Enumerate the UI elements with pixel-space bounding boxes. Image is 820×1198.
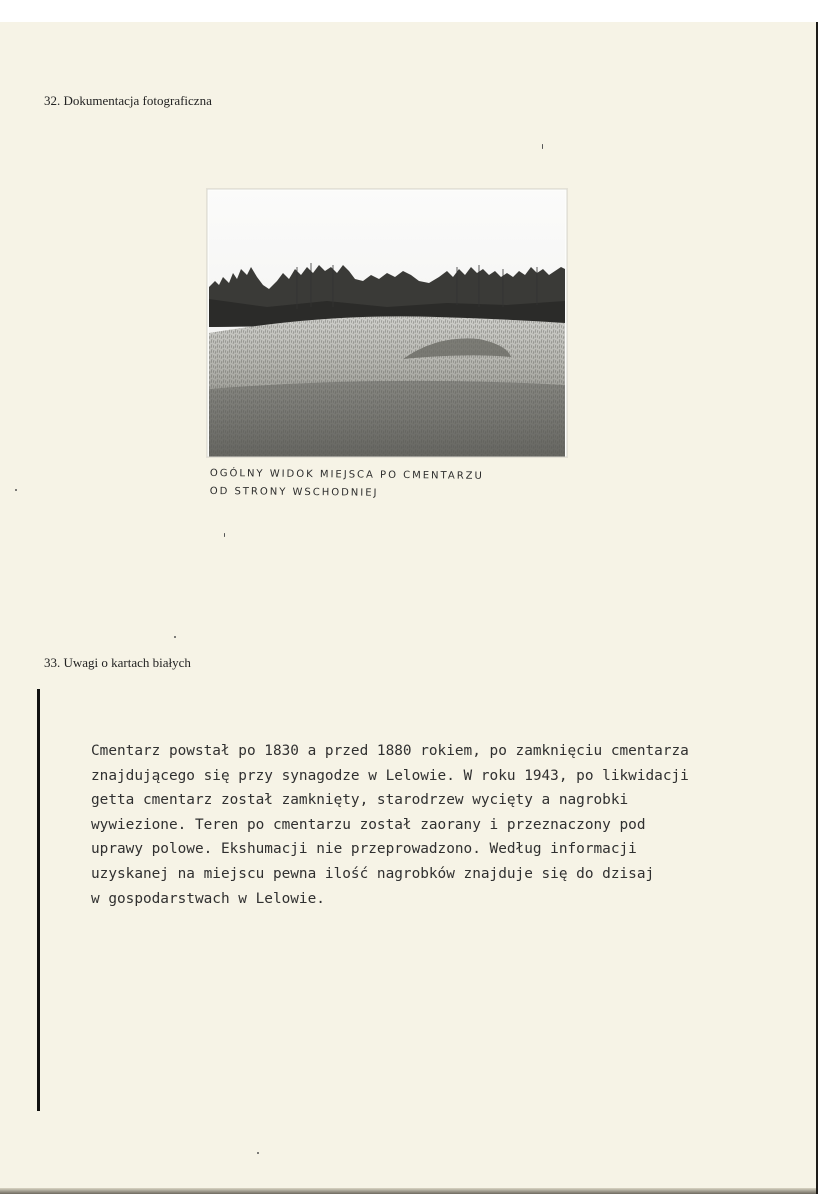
caption-line: OGÓLNY WIDOK MIEJSCA PO CMENTARZU xyxy=(209,467,484,482)
page-edge xyxy=(0,1188,816,1194)
section-title: Dokumentacja fotograficzna xyxy=(63,93,212,108)
remarks-line: znajdującego się przy synagodze w Lelowie. W roku 1943, po likwidacji xyxy=(91,767,689,784)
margin-rule xyxy=(37,689,40,1111)
remarks-line: uprawy polowe. Ekshumacji nie przeprowadzono. Według informacji xyxy=(91,841,637,858)
paper-speck xyxy=(542,144,543,149)
paper-speck xyxy=(224,533,225,537)
section-number: 33. xyxy=(44,655,61,670)
remarks-line: Cmentarz powstał po 1830 a przed 1880 rokiem, po zamknięciu cmentarza xyxy=(91,743,689,759)
section-heading-remarks xyxy=(44,655,191,671)
photo-caption xyxy=(210,465,570,505)
remarks-text xyxy=(91,739,791,911)
section-title: Uwagi o kartach białych xyxy=(63,655,191,670)
caption-line: OD STRONY WSCHODNIEJ xyxy=(209,485,379,499)
remarks-line: w gospodarstwach w Lelowie. xyxy=(91,890,325,907)
section-number: 32. xyxy=(44,93,61,108)
document-page xyxy=(0,22,818,1194)
section-heading-photo-documentation xyxy=(44,93,212,109)
paper-speck xyxy=(174,636,176,638)
remarks-line: wywiezione. Teren po cmentarzu został zaorany i przeznaczony pod xyxy=(91,816,646,833)
paper-speck xyxy=(257,1152,259,1154)
cemetery-site-photo xyxy=(207,189,567,457)
remarks-line: getta cmentarz został zamknięty, starodrzew wycięty a nagrobki xyxy=(91,792,629,809)
remarks-line: uzyskanej na miejscu pewna ilość nagrobków znajduje się do dzisaj xyxy=(91,865,655,882)
paper-speck xyxy=(15,489,17,491)
